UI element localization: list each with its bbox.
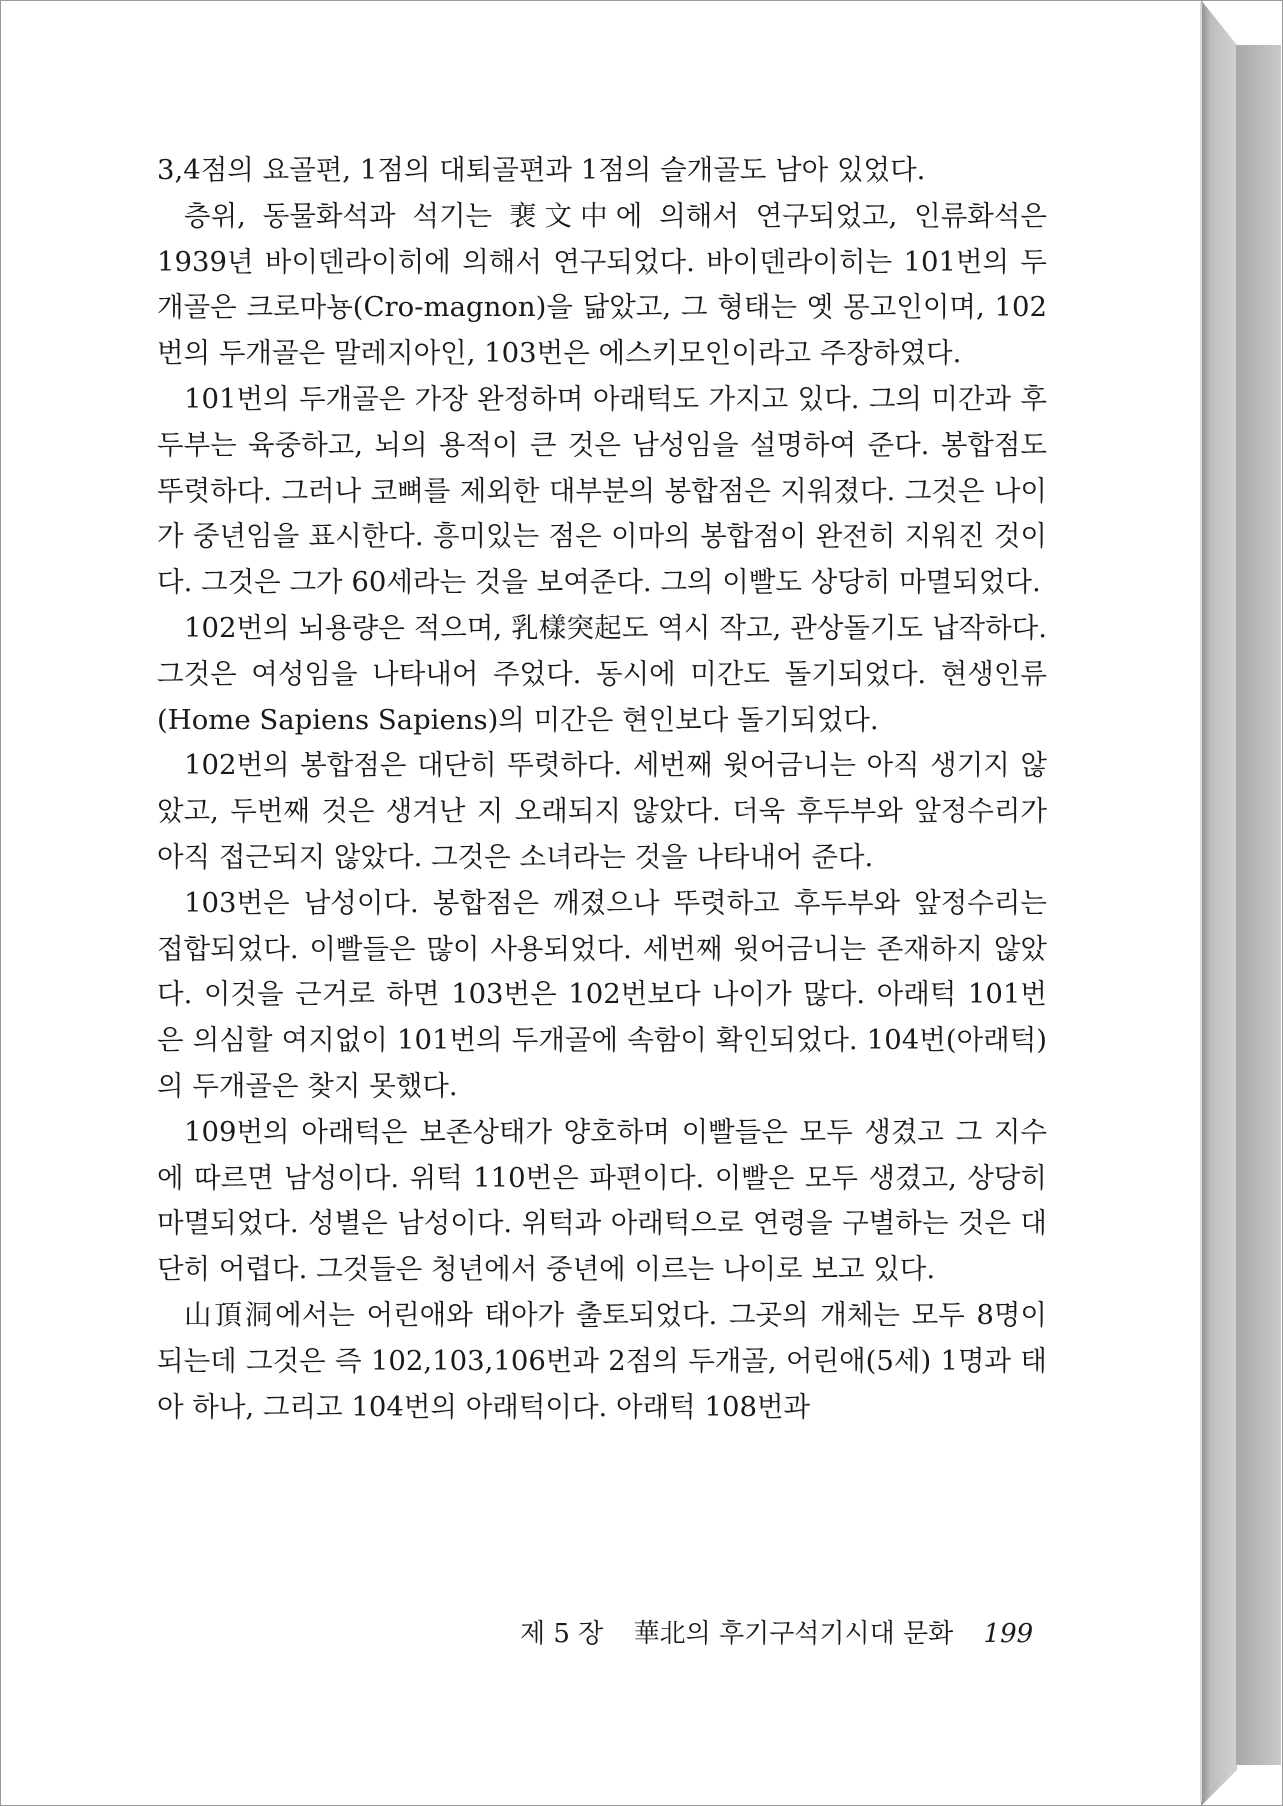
paragraph: 102번의 봉합점은 대단히 뚜렷하다. 세번째 윗어금니는 아직 생기지 않았고, 두번째 것은 생겨난 지 오래되지 않았다. 더욱 후두부와 앞정수리가 아직 접근되지 않았다. 그것은 소녀라는 것을 나타내어 준다. xyxy=(157,749,1047,873)
paragraph: 층위, 동물화석과 석기는 裵文中에 의해서 연구되었고, 인류화석은 1939년 바이덴라이히에 의해서 연구되었다. 바이덴라이히는 101번의 두개골은 크로마뇽(Cro-magnon)을 닮았고, 그 형태는 옛 몽고인이며, 102번의 두개골은 말레지아인, 103번은 에스키모인이라고 주장하였다. xyxy=(157,199,1047,370)
running-footer xyxy=(520,1613,1040,1650)
paragraph: 3,4점의 요골편, 1점의 대퇴골편과 1점의 슬개골도 남아 있었다. xyxy=(157,154,926,186)
paragraph: 山頂洞에서는 어린애와 태아가 출토되었다. 그곳의 개체는 모두 8명이 되는데 그것은 즉 102,103,106번과 2점의 두개골, 어린애(5세) 1명과 태아 하나, 그리고 104번의 아래턱이다. 아래턱 108번과 xyxy=(157,1298,1047,1423)
paragraph: 102번의 뇌용량은 적으며, 乳樣突起도 역시 작고, 관상돌기도 납작하다. 그것은 여성임을 나타내어 주었다. 동시에 미간도 돌기되었다. 현생인류(Home Sapiens Sapiens)의 미간은 현인보다 돌기되었다. xyxy=(157,611,1047,736)
footer-title: 華北의 후기구석기시대 문화 xyxy=(633,1619,954,1649)
paragraph: 101번의 두개골은 가장 완정하며 아래턱도 가지고 있다. 그의 미간과 후두부는 육중하고, 뇌의 용적이 큰 것은 남성임을 설명하여 준다. 봉합점도 뚜렷하다. 그러나 코뼈를 제외한 대부분의 봉합점은 지워졌다. 그것은 나이가 중년임을 표시한다. 흥미있는 점은 이마의 봉합점이 완전히 지워진 것이다. 그것은 그가 60세라는 것을 보여준다. 그의 이빨도 상당히 마멸되었다. xyxy=(157,382,1047,599)
page-number: 199 xyxy=(983,1619,1034,1649)
footer-chapter: 제 5 장 xyxy=(520,1619,604,1649)
paragraph: 103번은 남성이다. 봉합점은 깨졌으나 뚜렷하고 후두부와 앞정수리는 접합되었다. 이빨들은 많이 사용되었다. 세번째 윗어금니는 존재하지 않았다. 이것을 근거로 하면 103번은 102번보다 나이가 많다. 아래턱 101번은 의심할 여지없이 101번의 두개골에 속함이 확인되었다. 104번(아래턱)의 두개골은 찾지 못했다. xyxy=(157,886,1047,1102)
page-stack-shadow xyxy=(1236,45,1281,1765)
body-text xyxy=(157,148,1047,1430)
paragraph: 109번의 아래턱은 보존상태가 양호하며 이빨들은 모두 생겼고 그 지수에 따르면 남성이다. 위턱 110번은 파편이다. 이빨은 모두 생겼고, 상당히 마멸되었다. 성별은 남성이다. 위턱과 아래턱으로 연령을 구별하는 것은 대단히 어렵다. 그것들은 청년에서 중년에 이르는 나이로 보고 있다. xyxy=(157,1115,1047,1286)
